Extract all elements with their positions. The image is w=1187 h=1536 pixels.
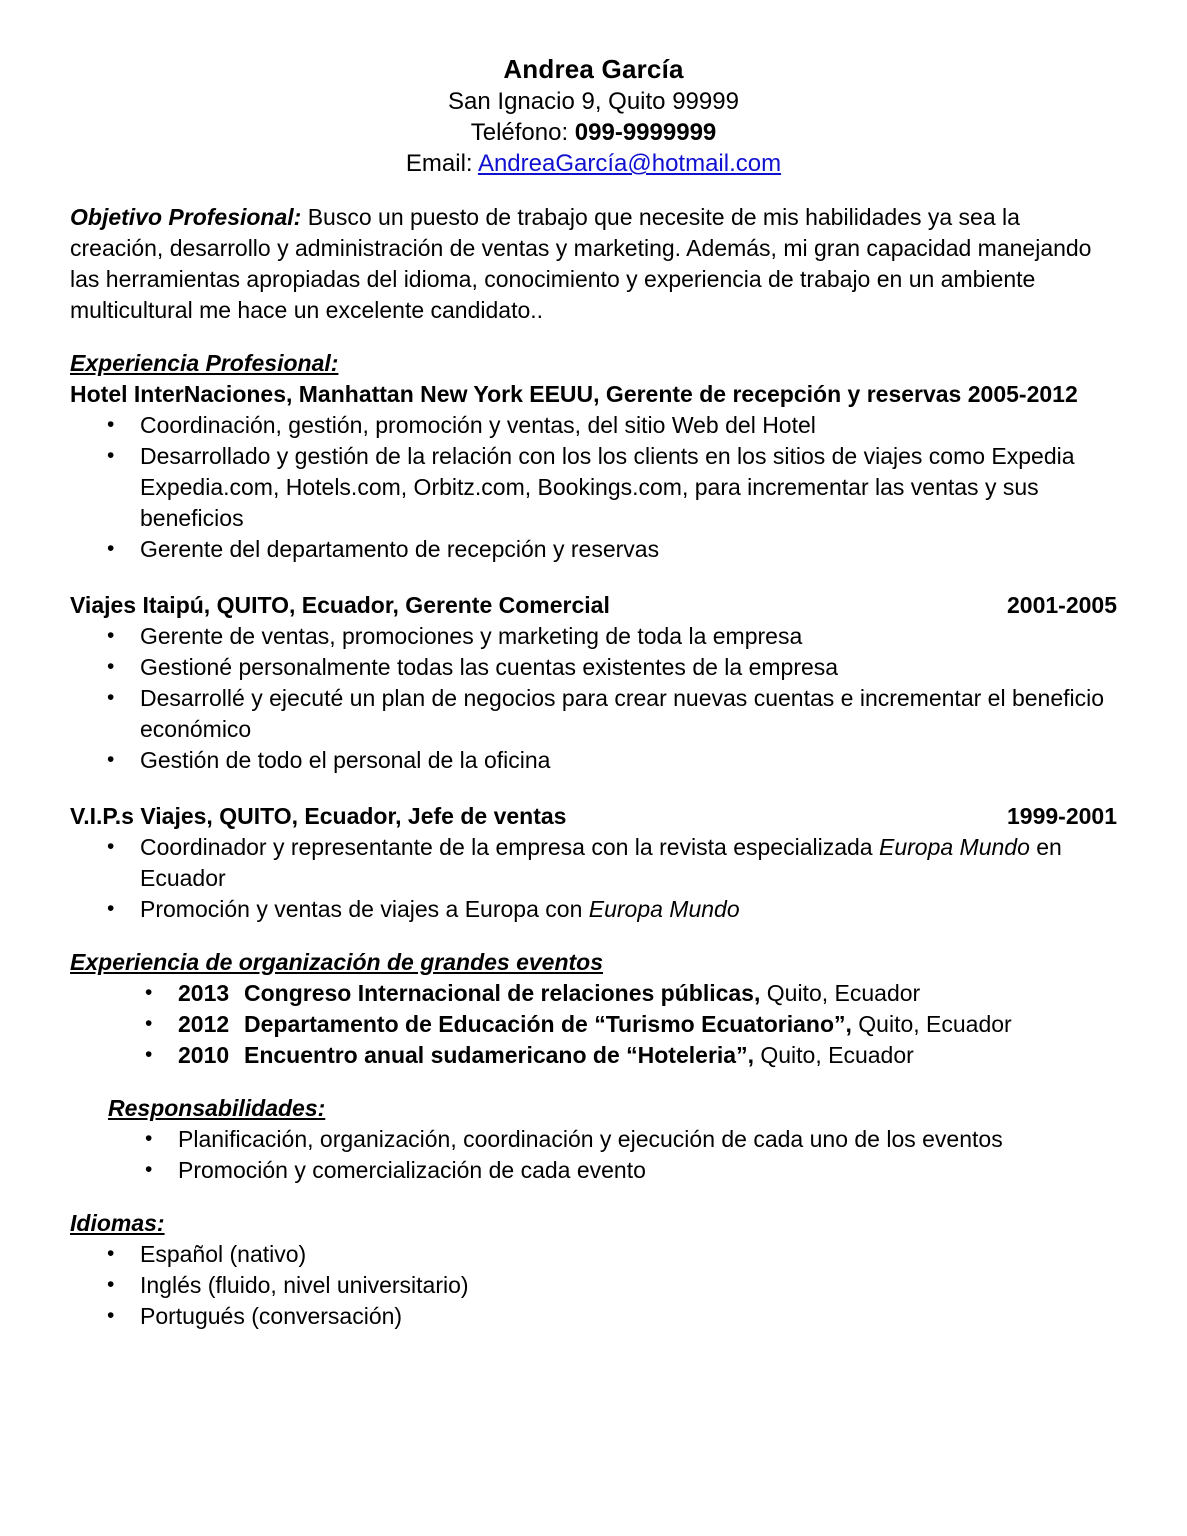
list-item: • Gerente de ventas, promociones y marketing de toda la empresa (70, 621, 1117, 652)
phone-number: 099-9999999 (574, 119, 717, 146)
event-place: Quito, Ecuador (753, 1042, 914, 1068)
bullet-text-post: en Ecuador (140, 834, 1062, 891)
resume-header (70, 52, 1117, 179)
objective-text: Busco un puesto de trabajo que necesite de mis habilidades ya sea la creación, desarrollo y administración de ventas y marketing. Además, mi gran capacidad manejando las herramientas apropiadas del idioma, conocimiento y experiencia de trabajo en un ambiente multicultural me hace un excelente candidato.. (70, 204, 1092, 323)
objective-label: Objetivo Profesional: (70, 204, 302, 230)
bullet-text-pre: Coordinador y representante de la empresa con la revista especializada (140, 834, 879, 860)
event-year: 2012 (178, 1011, 230, 1037)
list-item: • Inglés (fluido, nivel universitario) (70, 1270, 1117, 1301)
list-item: • Español (nativo) (70, 1239, 1117, 1270)
bullet-text-italic: Europa Mundo (878, 834, 1030, 860)
bullet-text-italic: Europa Mundo (588, 896, 740, 922)
email-label: Email: (405, 150, 478, 177)
section-heading-experience: Experiencia Profesional: (70, 350, 339, 376)
candidate-name: Andrea García (503, 54, 684, 84)
event-year: 2013 (178, 980, 230, 1006)
events-list (70, 978, 1117, 1071)
job-header-1 (70, 590, 1117, 621)
objective-paragraph (70, 202, 1117, 326)
job-bullets-0 (70, 410, 1117, 565)
list-item (70, 978, 1117, 1009)
list-item: • Gestioné personalmente todas las cuentas existentes de la empresa (70, 652, 1117, 683)
job-header-2 (70, 801, 1117, 832)
event-title: Departamento de Educación de “Turismo Ecuatoriano”, (244, 1011, 852, 1037)
section-heading-languages: Idiomas: (70, 1210, 165, 1236)
email-link[interactable]: AndreaGarcía@hotmail.com (477, 150, 782, 177)
candidate-email-line (70, 148, 1117, 179)
candidate-phone-line (70, 117, 1117, 148)
list-item: • Promoción y comercialización de cada evento (70, 1155, 1117, 1186)
list-item: • Desarrollado y gestión de la relación con los los clients en los sitios de viajes como Expedia Expedia.com, Hotels.com, Orbitz.com, Bookings.com, para incrementar las ventas y sus beneficios (70, 441, 1117, 534)
section-heading-events: Experiencia de organización de grandes eventos (70, 949, 604, 975)
languages-list (70, 1239, 1117, 1332)
job-entry-2 (70, 801, 1117, 925)
job-entry-1 (70, 590, 1117, 776)
list-item: • Coordinación, gestión, promoción y ventas, del sitio Web del Hotel (70, 410, 1117, 441)
job-dates-2: 1999-2001 (1007, 803, 1117, 829)
job-title-2: V.I.P.s Viajes, QUITO, Ecuador, Jefe de ventas (70, 803, 567, 829)
list-item: • Gestión de todo el personal de la oficina (70, 745, 1117, 776)
list-item: • Desarrollé y ejecuté un plan de negocios para crear nuevas cuentas e incrementar el beneficio económico (70, 683, 1117, 745)
event-title: Encuentro anual sudamericano de “Hoteleria”, (244, 1042, 754, 1068)
list-item (70, 1040, 1117, 1071)
list-item (70, 1009, 1117, 1040)
job-bullets-1 (70, 621, 1117, 776)
list-item (70, 832, 1117, 894)
responsibilities-list (70, 1124, 1117, 1186)
event-title: Congreso Internacional de relaciones públicas, (244, 980, 761, 1006)
job-bullets-2 (70, 832, 1117, 925)
job-title-1: Viajes Itaipú, QUITO, Ecuador, Gerente Comercial (70, 592, 610, 618)
event-place: Quito, Ecuador (851, 1011, 1012, 1037)
phone-label: Teléfono: (470, 119, 575, 146)
job-title-0: Hotel InterNaciones, Manhattan New York EEUU, Gerente de recepción y reservas 2005-2012 (70, 381, 1078, 407)
event-year: 2010 (178, 1042, 230, 1068)
list-item: • Gerente del departamento de recepción y reservas (70, 534, 1117, 565)
job-dates-1: 2001-2005 (1007, 592, 1117, 618)
list-item: • Planificación, organización, coordinación y ejecución de cada uno de los eventos (70, 1124, 1117, 1155)
bullet-text-pre: Promoción y ventas de viajes a Europa con (140, 896, 589, 922)
list-item: • Portugués (conversación) (70, 1301, 1117, 1332)
event-place: Quito, Ecuador (760, 980, 921, 1006)
section-heading-responsibilities: Responsabilidades: (108, 1095, 326, 1121)
candidate-address: San Ignacio 9, Quito 99999 (448, 88, 739, 115)
list-item (70, 894, 1117, 925)
